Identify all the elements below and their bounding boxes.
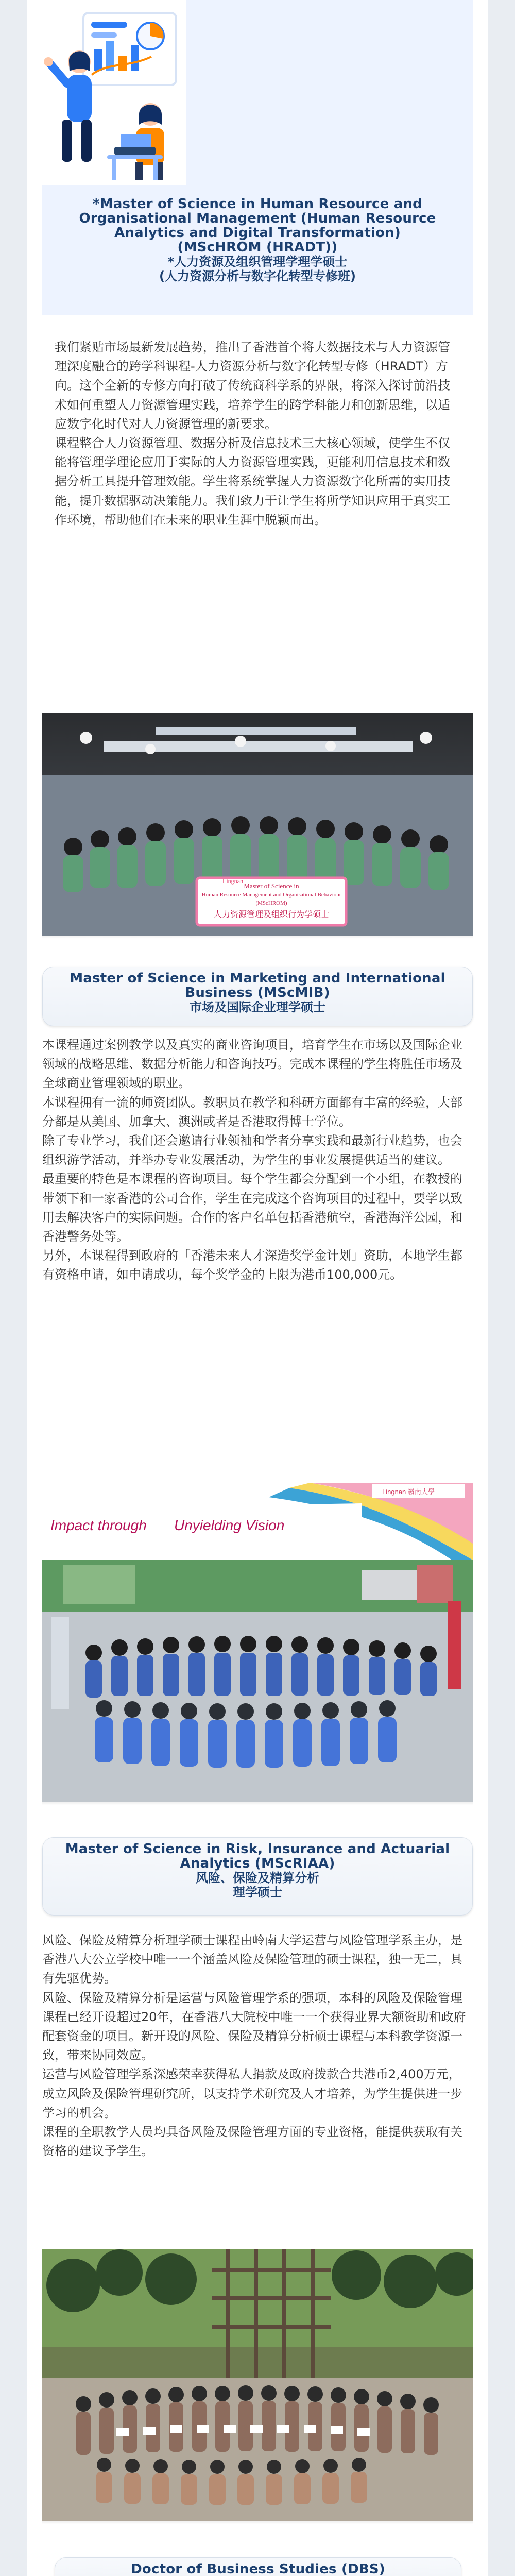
impact-banner-text-2: Unyielding Vision (174, 1517, 285, 1533)
photo-shadow-3 (42, 2521, 473, 2524)
impact-banner-text-1: Impact through (50, 1517, 147, 1533)
mschrom-description: 我们紧贴市场最新发展趋势，推出了香港首个将大数据技术与人力资源管理深度融合的跨学科课程-人力资源分析与数字化转型专修（HRADT）方向。这个全新的专修方向打破了传统商科学系的界限，将深入探讨前沿技术如何重塑人力资源管理实践，培养学生的跨学科能力和创新思维，以适应数字化时代对人力资源管理的新要求。 课程整合人力资源管理、数据分析及信息技术三大核心领域，使学生不仅能将管理学理论应用于实际的人力资源管理实践，更能利用信息技术和数据分析工具提升管理效能。学生将系统掌握人力资源数字化所需的实用技能，提升数据驱动决策能力。我们致力于让学生将所学知识应用于真实工作环境，帮助他们在未来的职业生涯中脱颖而出。 (55, 340, 450, 527)
mscmib-title-zh: 市场及国际企业理学硕士 (190, 1000, 325, 1015)
mscmib-group-photo (42, 1483, 473, 1802)
mscmib-photo-svg (42, 1483, 473, 1802)
mschrom-banner-line-2: Human Resource Management and Organisational Behaviour (201, 892, 341, 898)
illustration-svg (42, 0, 186, 185)
mscriaa-photo-svg (42, 2249, 473, 2521)
dbs-title-en: Doctor of Business Studies (DBS) (131, 2562, 385, 2576)
mscriaa-title-zh: 风险、保险及精算分析 (196, 1871, 319, 1886)
mschrom-banner-line-3: (MScHROM) (255, 900, 287, 906)
mschrom-title-block (42, 197, 473, 283)
mschrom-title-en: *Master of Science in Human Resource and Organisational Management (Human Resource Analytics and Digital Transformation) (79, 196, 436, 241)
mschrom-photo-svg (42, 713, 473, 936)
mschrom-group-photo (42, 713, 473, 936)
lingnan-logo-text: Lingnan 嶺南大學 (382, 1488, 435, 1496)
mschrom-title-zh-subtitle: (人力资源分析与数字化转型专修班) (159, 269, 356, 284)
mschrom-title (42, 197, 473, 283)
content-column (27, 0, 488, 2576)
mscmib-title-card (42, 967, 473, 1026)
mschrom-banner-line-1: Master of Science in (244, 882, 299, 890)
photo-shadow-1 (42, 936, 473, 939)
mschrom-title-en-abbr: (MScHROM (HRADT)) (177, 240, 338, 256)
dbs-title-card (55, 2557, 461, 2576)
mschrom-banner-logo: Lingnan (222, 877, 243, 885)
photo-shadow-2 (42, 1802, 473, 1805)
hr-analytics-illustration (42, 0, 186, 185)
mscmib-title-en: Master of Science in Marketing and International Business (MScMIB) (70, 971, 445, 1001)
mscriaa-title-zh-2: 理学硕士 (233, 1885, 282, 1900)
mschrom-banner-line-4: 人力资源管理及组织行为学硕士 (213, 909, 330, 919)
mscriaa-title-en: Master of Science in Risk, Insurance and Actuarial Analytics (MScRIAA) (65, 1841, 450, 1872)
mscmib-description: 本课程通过案例教学以及真实的商业咨询项目，培育学生在市场以及国际企业领域的战略思维、数据分析能力和咨询技巧。完成本课程的学生将胜任市场及全球商业管理领域的职业。 本课程拥有一流的师资团队。教职员在教学和科研方面都有丰富的经验，大部分都是从美国、加拿大、澳洲或者是香港取得博士学位。 除了专业学习，我们还会邀请行业领袖和学者分享实践和最新行业趋势，也会组织游学活动，并举办专业发展活动，为学生的事业发展提供适当的建议。 最重要的特色是本课程的咨询项目。每个学生都会分配到一个小组，在教授的带领下和一家香港的公司合作，学生在完成这个咨询项目的过程中，要学以致用去解决客户的实际问题。合作的客户名单包括香港航空，香港海洋公园，和香港警务处等。 另外，本课程得到政府的「香港未来人才深造奖学金计划」资助，本地学生都有资格申请，如申请成功，每个奖学金的上限为港币100,000元。 (42, 1038, 462, 1282)
mscriaa-description: 风险、保险及精算分析理学硕士课程由岭南大学运营与风险管理学系主办，是香港八大公立学校中唯一一个涵盖风险及保险管理的硕士课程，独一无二，具有先驱优势。 风险、保险及精算分析是运营与风险管理学系的强项，本科的风险及保险管理课程已经开设超过20年，在香港八大院校中唯一一个获得业界大额资助和政府配套资金的项目。新开设的风险、保险及精算分析硕士课程与本科教学资源一致，带来协同效应。 运营与风险管理学系深感荣幸获得私人捐款及政府拨款合共港币2,400万元，成立风险及保险管理研究所，以支持学术研究及人才培养，为学生提供进一步学习的机会。 课程的全职教学人员均具备风险及保险管理方面的专业资格，能提供获取有关资格的建议予学生。 (42, 1933, 466, 2159)
mscriaa-group-photo (42, 2249, 473, 2521)
mschrom-title-zh: *人力资源及组织管理学理学硕士 (167, 255, 348, 269)
mscriaa-title-card (42, 1837, 473, 1916)
